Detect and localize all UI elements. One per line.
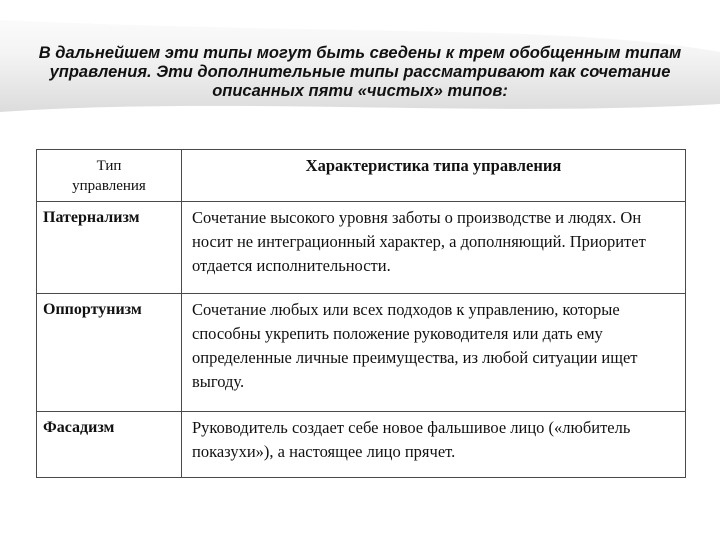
header-type-cell (37, 150, 182, 202)
type-description: Сочетание высокого уровня заботы о производстве и людях. Он носит не интеграционный характер, а дополняющий. Приоритет отдается исполнительности. (182, 202, 686, 294)
type-name: Фасадизм (37, 412, 182, 478)
intro-line-3: описанных пяти «чистых» типов: (212, 82, 508, 100)
management-types-table (36, 149, 686, 478)
intro-line-2: управления. Эти дополнительные типы рассматривают как сочетание (49, 63, 671, 81)
type-description: Руководитель создает себе новое фальшивое лицо («любитель показухи»), а настоящее лицо прячет. (182, 412, 686, 478)
table-header-row (37, 150, 686, 202)
table-row (37, 202, 686, 294)
header-type-line-2: управления (72, 178, 146, 194)
type-name: Оппортунизм (37, 294, 182, 412)
header-type-line-1: Тип (96, 158, 122, 174)
intro-line-1: В дальнейшем эти типы могут быть сведены к трем обобщенным типам (38, 44, 682, 62)
table-row (37, 294, 686, 412)
type-name: Патернализм (37, 202, 182, 294)
header-characteristic-cell: Характеристика типа управления (182, 150, 686, 202)
type-description: Сочетание любых или всех подходов к управлению, которые способны укрепить положение руководителя или дать ему определенные личные преимущества, из любой ситуации ищет выгоду. (182, 294, 686, 412)
table-row (37, 412, 686, 478)
intro-text (6, 44, 714, 101)
